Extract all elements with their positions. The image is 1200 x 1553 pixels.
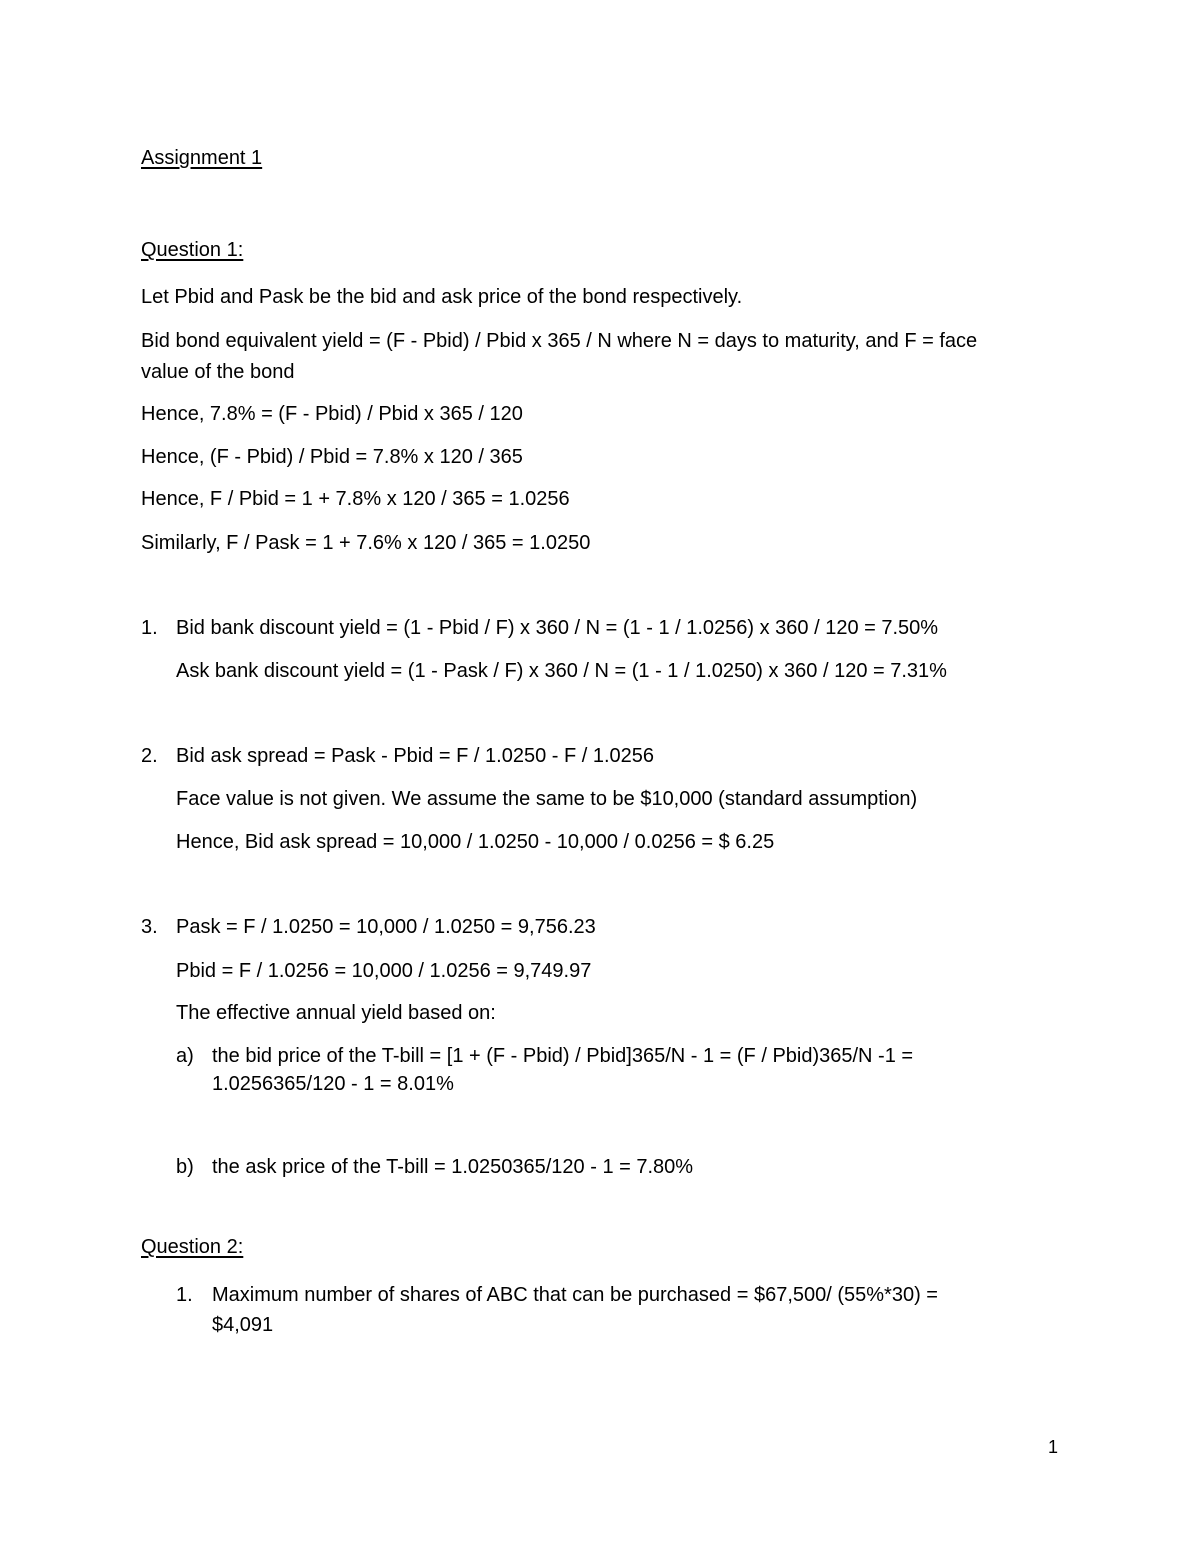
q1-intro-line: Let Pbid and Pask be the bid and ask price of the bond respectively. xyxy=(141,286,743,308)
list-item-line: Pask = F / 1.0250 = 10,000 / 1.0250 = 9,756.23 xyxy=(176,916,596,938)
list-item-line: Pbid = F / 1.0256 = 10,000 / 1.0256 = 9,749.97 xyxy=(176,960,592,982)
sub-list-line: 1.0256365/120 - 1 = 8.01% xyxy=(212,1073,454,1095)
q1-intro-line: Bid bond equivalent yield = (F - Pbid) / Pbid x 365 / N where N = days to maturity, and F = face xyxy=(141,330,978,352)
document-title: Assignment 1 xyxy=(141,147,263,169)
list-item-line: Ask bank discount yield = (1 - Pask / F) x 360 / N = (1 - 1 / 1.0250) x 360 / 120 = 7.31% xyxy=(176,660,947,682)
question-1-heading: Question 1: xyxy=(141,239,244,261)
list-item-line: $4,091 xyxy=(212,1314,274,1336)
question-2-heading: Question 2: xyxy=(141,1236,244,1258)
q1-intro-line: value of the bond xyxy=(141,361,295,383)
list-item-line: Hence, Bid ask spread = 10,000 / 1.0250 - 10,000 / 0.0256 = $ 6.25 xyxy=(176,831,775,853)
sub-list-line: the ask price of the T-bill = 1.0250365/120 - 1 = 7.80% xyxy=(212,1156,694,1178)
sub-list-label: a) xyxy=(176,1045,194,1067)
list-number: 1. xyxy=(141,617,158,639)
q1-intro-line: Hence, F / Pbid = 1 + 7.8% x 120 / 365 = 1.0256 xyxy=(141,488,570,510)
list-number: 3. xyxy=(141,916,158,938)
sub-list-label: b) xyxy=(176,1156,194,1178)
page-number: 1 xyxy=(1048,1437,1059,1457)
list-item-line: The effective annual yield based on: xyxy=(176,1002,496,1024)
q1-intro-line: Hence, 7.8% = (F - Pbid) / Pbid x 365 / 120 xyxy=(141,403,523,425)
list-number: 2. xyxy=(141,745,158,767)
list-item-line: Bid bank discount yield = (1 - Pbid / F) x 360 / N = (1 - 1 / 1.0256) x 360 / 120 = 7.50% xyxy=(176,617,939,639)
list-item-line: Maximum number of shares of ABC that can be purchased = $67,500/ (55%*30) = xyxy=(212,1284,938,1306)
list-number: 1. xyxy=(176,1284,193,1306)
q1-intro-line: Hence, (F - Pbid) / Pbid = 7.8% x 120 / 365 xyxy=(141,446,523,468)
q1-intro-line: Similarly, F / Pask = 1 + 7.6% x 120 / 365 = 1.0250 xyxy=(141,532,591,554)
list-item-line: Bid ask spread = Pask - Pbid = F / 1.0250 - F / 1.0256 xyxy=(176,745,655,767)
list-item-line: Face value is not given. We assume the same to be $10,000 (standard assumption) xyxy=(176,788,918,810)
sub-list-line: the bid price of the T-bill = [1 + (F - Pbid) / Pbid]365/N - 1 = (F / Pbid)365/N -1 = xyxy=(212,1045,914,1067)
